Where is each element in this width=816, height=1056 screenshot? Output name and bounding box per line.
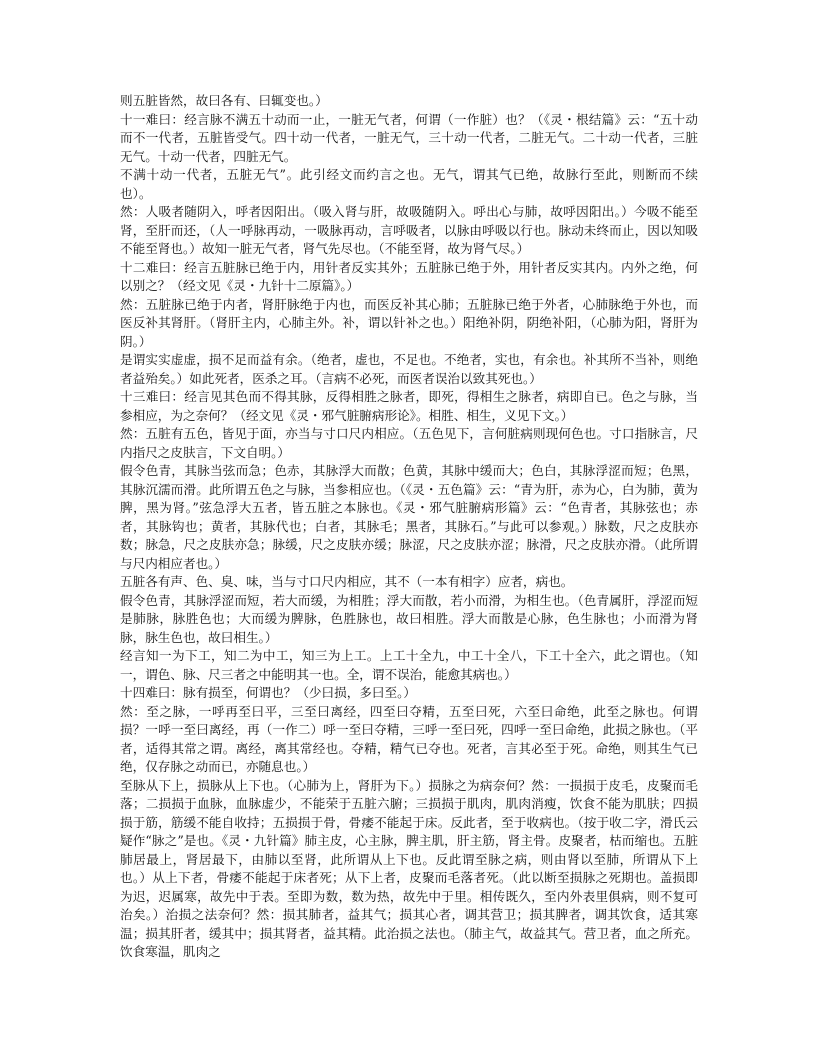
paragraph-4: 然：人吸者随阴入，呼者因阳出。（吸入肾与肝，故吸随阴入。呼出心与肺，故呼因阳出。）今吸不能至肾，至肝而还，（人一呼脉再动，一吸脉再动，言呼吸者，以脉由呼吸以行也。脉动未终而止，因以知吸不能至肾也。）故知一脏无气者，肾气先尽也。（不能至肾，故为肾气尽。） xyxy=(120,204,698,256)
paragraph-15: 然：至之脉，一呼再至曰平，三至曰离经，四至曰夺精，五至曰死，六至曰命绝，此至之脉也。何谓损？一呼一至曰离经，再（一作二）呼一至曰夺精，三呼一至曰死，四呼一至曰命绝，此损之脉也。（平者，适得其常之谓。离经，离其常经也。夺精，精气已夺也。死者，言其必至于死。命绝，则其生气已绝，仅存脉之动而已，亦随息也。） xyxy=(120,703,698,774)
document-page xyxy=(120,92,698,962)
paragraph-8: 十三难曰：经言见其色而不得其脉，反得相胜之脉者，即死，得相生之脉者，病即自已。色之与脉，当参相应，为之奈何？（经文见《灵・邪气脏腑病形论》。相胜、相生，义见下文。） xyxy=(120,389,698,423)
paragraph-6: 然：五脏脉已绝于内者，肾肝脉绝于内也，而医反补其心肺；五脏脉已绝于外者，心肺脉绝于外也，而医反补其肾肝。（肾肝主内，心肺主外。补，谓以针补之也。）阳绝补阴，阴绝补阳，（心肺为阳，肾肝为阴。） xyxy=(120,296,698,349)
paragraph-12: 假令色青，其脉浮涩而短，若大而缓，为相胜；浮大而散，若小而滑，为相生也。（色青属肝，浮涩而短是肺脉，脉胜色也；大而缓为脾脉，色胜脉也，故曰相胜。浮大而散是心脉，色生脉也；小而滑为肾脉，脉生色也，故曰相生。） xyxy=(120,592,698,645)
paragraph-5: 十二难曰：经言五脏脉已绝于内，用针者反实其外；五脏脉已绝于外，用针者反实其内。内外之绝，何以别之？（经文见《灵・九针十二原篇》。） xyxy=(120,259,698,293)
paragraph-1: 则五脏皆然，故曰各有、曰辄变也。） xyxy=(120,93,328,108)
paragraph-9: 然：五脏有五色，皆见于面，亦当与寸口尺内相应。（五色见下，言何脏病则现何色也。寸口指脉言，尺内指尺之皮肤言，下文自明。） xyxy=(120,426,698,460)
paragraph-3: 不满十动一代者，五脏无气”。此引经文而约言之也。无气，谓其气已绝，故脉行至此，则断而不续也）。 xyxy=(120,167,698,201)
paragraph-11: 五脏各有声、色、臭、味，当与寸口尺内相应，其不（一本有相字）应者，病也。 xyxy=(120,574,574,589)
paragraph-7: 是谓实实虚虚，损不足而益有余。（绝者，虚也，不足也。不绝者，实也，有余也。补其所不当补，则绝者益殆矣。）如此死者，医杀之耳。（言病不必死，而医者误治以致其死也。） xyxy=(120,352,698,386)
paragraph-10: 假令色青，其脉当弦而急；色赤，其脉浮大而散；色黄，其脉中缓而大；色白，其脉浮涩而短；色黑，其脉沉濡而滑。此所谓五色之与脉，当参相应也。（《灵・五色篇》云：“青为肝，赤为心，白为肺，黄为脾，黑为肾。”弦急浮大五者，皆五脏之本脉也。《灵・邪气脏腑病形篇》云：“色青者，其脉弦也；赤者，其脉钩也；黄者，其脉代也；白者，其脉毛；黑者，其脉石。”与此可以参观。）脉数，尺之皮肤亦数；脉急，尺之皮肤亦急；脉缓，尺之皮肤亦缓；脉涩，尺之皮肤亦涩；脉滑，尺之皮肤亦滑。（此所谓与尺内相应者也。） xyxy=(120,463,698,571)
paragraph-13: 经言知一为下工，知二为中工，知三为上工。上工十全九，中工十全八，下工十全六，此之谓也。（知一，谓色、脉、尺三者之中能明其一也。全，谓不误治，能愈其病也。） xyxy=(120,648,698,682)
paragraph-16: 至脉从下上，损脉从上下也。（心肺为上，肾肝为下。）损脉之为病奈何？然：一损损于皮毛，皮聚而毛落；二损损于血脉，血脉虚少，不能荣于五脏六腑；三损损于肌肉，肌肉消瘦，饮食不能为肌肤；四损损于筋，筋缓不能自收持；五损损于骨，骨痿不能起于床。反此者，至于收病也。（按于收二字，滑氏云疑作“脉之”是也。《灵・九针篇》肺主皮，心主脉，脾主肌，肝主筋，肾主骨。皮聚者，枯而缩也。五脏肺居最上，肾居最下，由肺以至肾，此所谓从上下也。反此谓至脉之病，则由肾以至肺，所谓从下上也。）从上下者，骨痿不能起于床者死；从下上者，皮聚而毛落者死。（此以断至损脉之死期也。盖损即为迟，迟属寒，故先中于表。至即为数，数为热，故先中于里。相传既久，至内外表里俱病，则不复可治矣。）治损之法奈何？然：损其肺者，益其气；损其心者，调其营卫；损其脾者，调其饮食，适其寒温；损其肝者，缓其中；损其肾者，益其精。此治损之法也。（肺主气，故益其气。营卫者，血之所充。饮食寒温，肌肉之 xyxy=(120,777,698,959)
paragraph-2: 十一难曰：经言脉不满五十动而一止，一脏无气者，何谓（一作脏）也？（《灵・根结篇》云：“五十动而不一代者，五脏皆受气。四十动一代者，一脏无气，三十动一代者，二脏无气。二十动一代者，三脏无气。十动一代者，四脏无气。 xyxy=(120,111,698,164)
paragraph-14: 十四难曰：脉有损至，何谓也？（少曰损，多曰至。） xyxy=(120,685,416,700)
